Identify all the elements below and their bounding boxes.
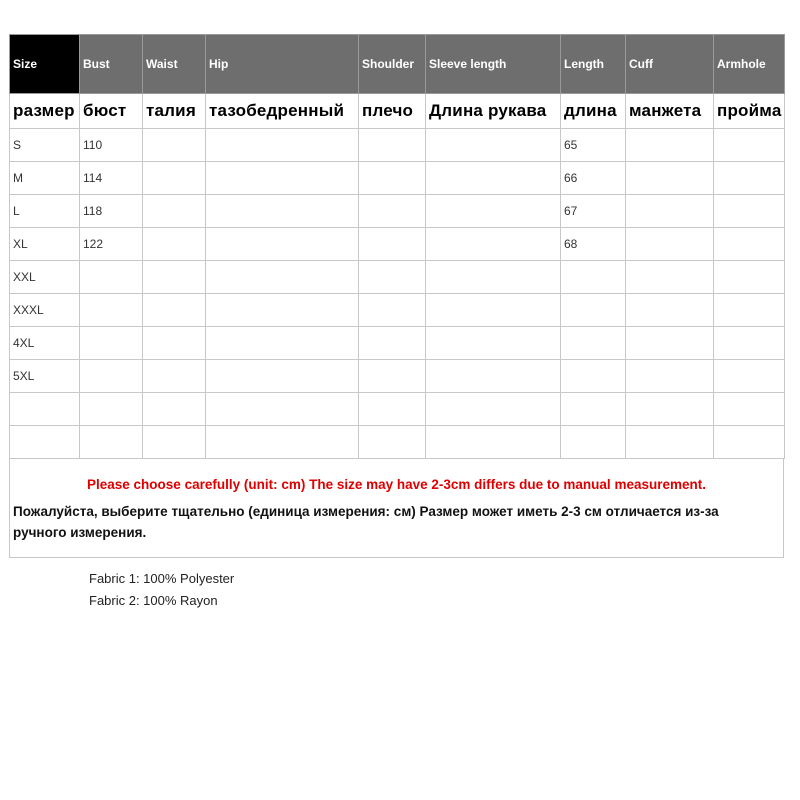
table-cell [359,327,426,360]
table-cell [359,393,426,426]
table-cell: 122 [80,228,143,261]
header-waist: Waist [143,35,206,94]
size-table [9,34,785,459]
table-cell [714,261,785,294]
header-ru-bust: бюст [80,94,143,129]
table-cell [561,327,626,360]
table-cell: 68 [561,228,626,261]
table-row [10,129,785,162]
table-cell [143,195,206,228]
warning-english: Please choose carefully (unit: cm) The size may have 2-3cm differs due to manual measurement. [87,477,706,492]
table-cell [143,294,206,327]
table-cell [626,228,714,261]
table-cell [714,129,785,162]
table-cell: 4XL [10,327,80,360]
table-cell: 118 [80,195,143,228]
table-cell: XXL [10,261,80,294]
table-cell [426,195,561,228]
header-ru-hip: тазобедренный [206,94,359,129]
table-cell [714,228,785,261]
table-cell [426,228,561,261]
header-row-russian [10,94,785,129]
table-cell: 114 [80,162,143,195]
table-row [10,261,785,294]
table-cell [80,327,143,360]
table-cell [80,294,143,327]
header-ru-size: размер [10,94,80,129]
table-cell [206,360,359,393]
table-cell: S [10,129,80,162]
table-cell [143,261,206,294]
table-cell [561,393,626,426]
table-cell [359,261,426,294]
fabric-line-1: Fabric 1: 100% Polyester [89,571,235,586]
header-ru-length: длина [561,94,626,129]
table-cell: 66 [561,162,626,195]
table-cell [626,393,714,426]
table-cell [206,261,359,294]
table-cell [626,261,714,294]
table-cell [626,195,714,228]
header-ru-waist: талия [143,94,206,129]
table-cell [143,393,206,426]
table-cell [714,195,785,228]
header-armhole: Armhole [714,35,785,94]
table-cell [426,261,561,294]
table-cell [561,426,626,459]
table-row [10,327,785,360]
table-cell [426,162,561,195]
header-bust: Bust [80,35,143,94]
table-cell [626,426,714,459]
header-ru-armhole: пройма [714,94,785,129]
table-cell [426,327,561,360]
header-shoulder: Shoulder [359,35,426,94]
table-cell [143,426,206,459]
table-cell [143,129,206,162]
header-length: Length [561,35,626,94]
header-ru-cuff: манжета [626,94,714,129]
table-cell: L [10,195,80,228]
table-cell [359,129,426,162]
table-cell [143,360,206,393]
table-cell [626,360,714,393]
table-cell [143,228,206,261]
table-cell [359,162,426,195]
table-cell [426,360,561,393]
table-cell: 5XL [10,360,80,393]
table-cell [359,360,426,393]
table-cell [143,327,206,360]
table-row [10,162,785,195]
table-cell [426,393,561,426]
table-row [10,426,785,459]
table-cell [359,426,426,459]
header-ru-shoulder: плечо [359,94,426,129]
table-cell [359,294,426,327]
table-cell [80,393,143,426]
table-cell: 110 [80,129,143,162]
table-cell [626,162,714,195]
warning-russian: Пожалуйста, выберите тщательно (единица измерения: см) Размер может иметь 2-3 см отличается из-за ручного измерения. [13,504,719,540]
table-cell [561,261,626,294]
table-cell [714,426,785,459]
table-cell [714,393,785,426]
header-row-english [10,35,785,94]
measurement-note-box [9,459,784,558]
table-cell [206,195,359,228]
table-cell [426,129,561,162]
table-cell [10,426,80,459]
table-cell [10,393,80,426]
table-cell [714,162,785,195]
table-cell: 65 [561,129,626,162]
table-cell [80,426,143,459]
table-cell [206,393,359,426]
header-ru-sleeve-length: Длина рукава [426,94,561,129]
table-row [10,294,785,327]
table-cell [714,327,785,360]
fabric-line-2: Fabric 2: 100% Rayon [89,593,218,608]
table-cell [80,261,143,294]
header-sleeve-length: Sleeve length [426,35,561,94]
table-cell: XXXL [10,294,80,327]
table-cell [626,294,714,327]
table-cell [206,162,359,195]
table-cell [714,294,785,327]
table-cell [359,228,426,261]
table-cell [206,294,359,327]
table-cell [143,162,206,195]
header-hip: Hip [206,35,359,94]
table-cell [206,129,359,162]
header-cuff: Cuff [626,35,714,94]
table-cell: M [10,162,80,195]
table-row [10,360,785,393]
table-cell [426,294,561,327]
table-cell [206,426,359,459]
table-row [10,228,785,261]
table-cell [426,426,561,459]
table-cell [206,228,359,261]
table-cell [561,360,626,393]
table-cell [80,360,143,393]
header-size: Size [10,35,80,94]
table-row [10,195,785,228]
size-chart [9,34,784,558]
table-cell [359,195,426,228]
table-cell [561,294,626,327]
table-cell: 67 [561,195,626,228]
table-cell [626,129,714,162]
table-cell [626,327,714,360]
table-cell: XL [10,228,80,261]
table-cell [206,327,359,360]
table-cell [714,360,785,393]
table-row [10,393,785,426]
